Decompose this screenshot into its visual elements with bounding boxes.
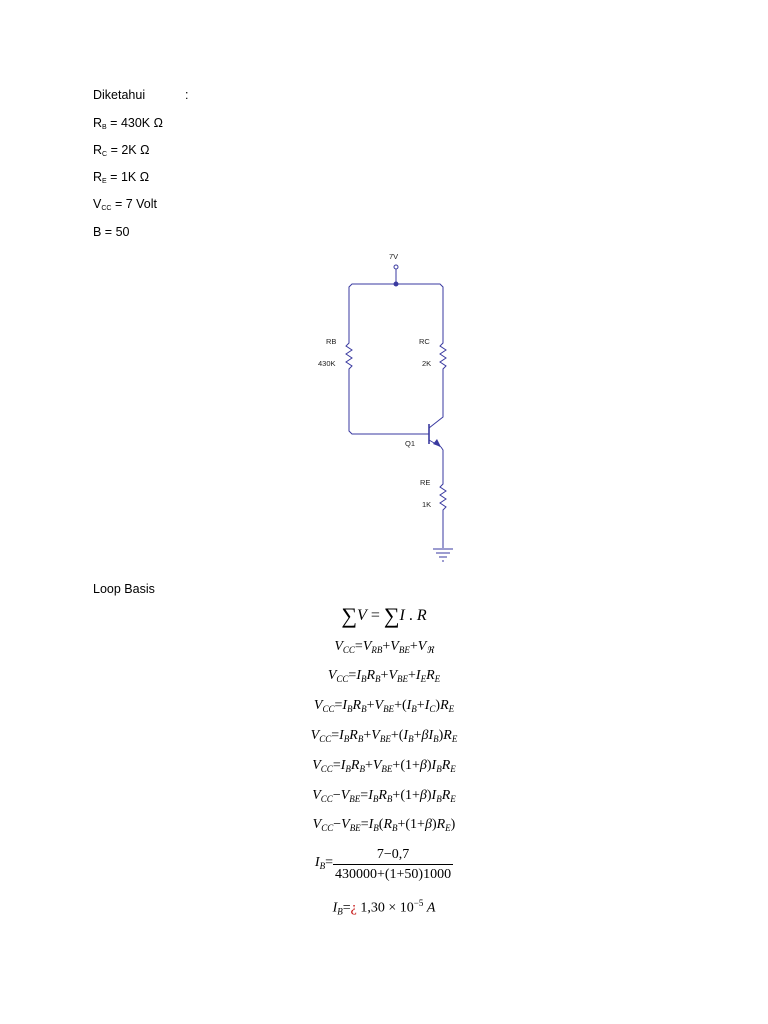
equation-2: $V_{CC}=V_{RB}+V_{BE}+V_ℜ$	[334, 639, 434, 655]
vcc-symbol: V	[93, 197, 102, 211]
given-re	[93, 170, 149, 189]
rb-resistor	[346, 334, 352, 380]
re-name-label: RE	[420, 478, 431, 487]
equation-10: $I_B=¿$ $1,30 \times 10^{-5}$ A	[332, 898, 436, 917]
rb-value: = 430K Ω	[106, 116, 163, 130]
equation-6: $V_{CC}=I_BR_B+V_{BE}+(1+\beta)I_BR_E$	[312, 758, 456, 774]
ib-fraction	[333, 846, 453, 883]
circuit-diagram	[300, 245, 480, 570]
given-beta: B = 50	[93, 225, 130, 239]
given-rb	[93, 116, 163, 135]
given-colon: :	[185, 88, 189, 102]
re-subscript: E	[102, 178, 107, 185]
section-title: Loop Basis	[93, 582, 155, 596]
ib-unit: A	[426, 900, 436, 916]
ib-numerator: 7−0,7	[333, 846, 453, 865]
equation-8: $V_{CC}-V_{BE}=I_B(R_B+(1+\beta)R_E)$	[312, 817, 456, 833]
rb-value-label: 430K	[318, 359, 336, 368]
equation-5: $V_{CC}=I_BR_B+V_{BE}+(I_B+\beta I_B)R_E$	[310, 728, 458, 744]
supply-terminal	[394, 265, 398, 269]
circuit-wires	[346, 265, 453, 561]
rc-subscript: C	[102, 151, 108, 158]
rc-name-label: RC	[419, 337, 430, 346]
re-value-label: 1K	[422, 500, 432, 509]
rc-resistor	[440, 334, 446, 380]
re-value: = 1K Ω	[106, 170, 150, 184]
ib-denominator: 430000+(1+50)1000	[334, 867, 452, 882]
ib-placeholder: ¿	[350, 900, 357, 916]
supply-label: 7V	[389, 252, 399, 261]
ib-exponent: −5	[413, 898, 424, 908]
given-rc	[93, 143, 149, 162]
equation-7: $V_{CC}-V_{BE}=I_BR_B+(1+\beta)I_BR_E$	[312, 788, 456, 804]
rc-symbol: R	[93, 143, 103, 157]
equation-4: $V_{CC}=I_BR_B+V_{BE}+(I_B+I_C)R_E$	[313, 698, 455, 714]
rb-subscript: B	[102, 124, 107, 131]
rb-name-label: RB	[326, 337, 337, 346]
ib-result: 1,30 × 10	[360, 900, 414, 916]
vcc-value: = 7 Volt	[111, 197, 157, 211]
given-heading-text: Diketahui	[93, 88, 146, 102]
ground-symbol	[433, 549, 453, 561]
re-symbol: R	[93, 170, 103, 184]
rb-symbol: R	[93, 116, 103, 130]
rc-value: = 2K Ω	[107, 143, 150, 157]
equation-1: ∑V = ∑I . R	[341, 603, 427, 628]
rc-value-label: 2K	[422, 359, 432, 368]
given-vcc	[93, 197, 157, 216]
vcc-subscript: CC	[101, 205, 112, 212]
equation-9: $I_B=$ $\frac{7-0,7}{430000+(1+50)1000}$	[314, 847, 452, 882]
equation-3: $V_{CC}=I_BR_B+V_{BE}+I_ER_E$	[327, 668, 441, 684]
re-resistor	[440, 478, 446, 548]
q1-label: Q1	[405, 439, 416, 448]
emitter-arrow	[433, 439, 441, 447]
given-heading	[93, 88, 145, 103]
